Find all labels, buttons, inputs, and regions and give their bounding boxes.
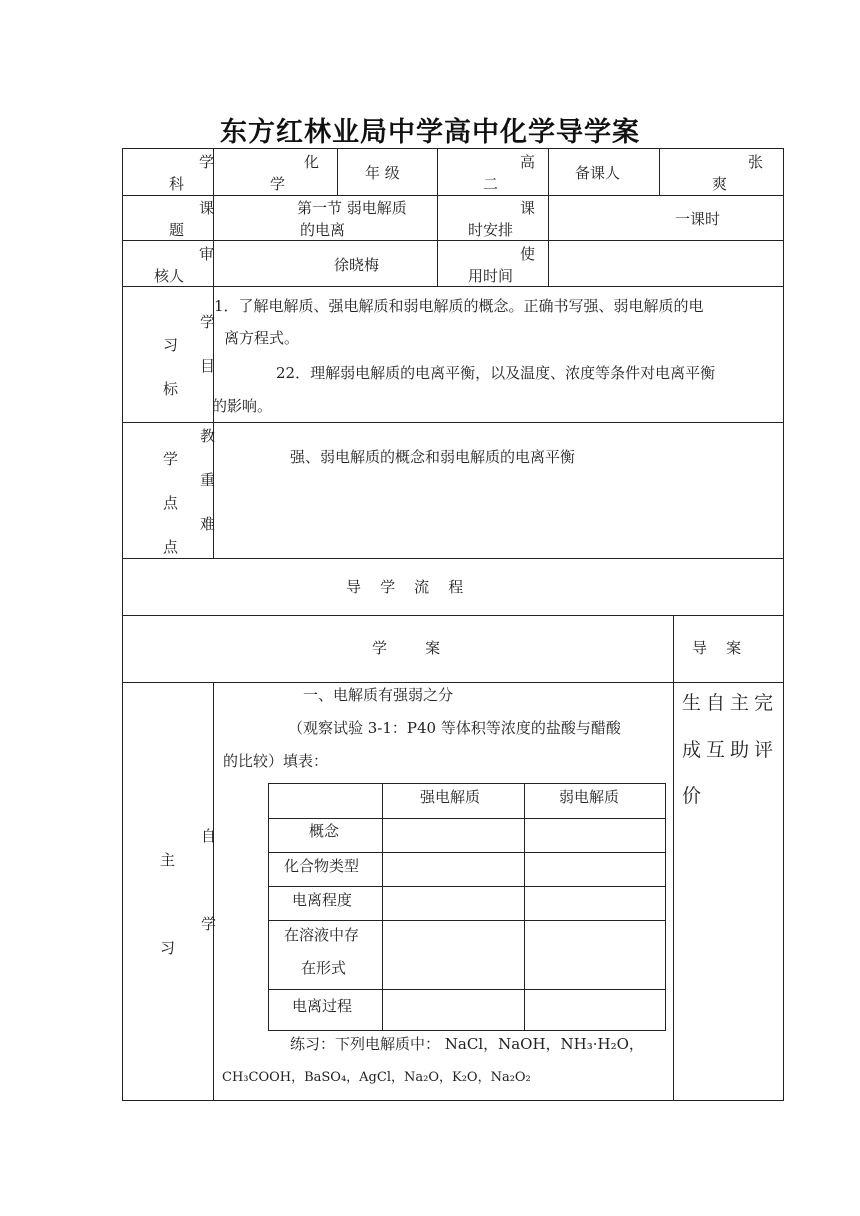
- row-divider: [122, 615, 784, 616]
- reviewer-value: 徐晓梅: [334, 256, 380, 274]
- keypoints-label: 难: [200, 515, 216, 533]
- subject-value: 化: [304, 153, 320, 171]
- reviewer-label: 核人: [154, 267, 185, 285]
- col-divider: [548, 148, 549, 286]
- preparer-label: 备课人: [575, 164, 621, 182]
- study-column-heading: 学 案: [372, 639, 441, 657]
- row-divider: [122, 286, 784, 287]
- row-divider: [122, 422, 784, 423]
- schedule-label: 时安排: [468, 221, 514, 239]
- objectives-label: 学: [200, 313, 216, 331]
- table-row-label: 化合物类型: [284, 857, 360, 875]
- guide-text: 价: [682, 785, 707, 807]
- inner-row-divider: [268, 818, 666, 819]
- inner-col-divider: [524, 783, 525, 1031]
- usage-label: 用时间: [468, 267, 514, 285]
- objectives-label: 习: [163, 336, 179, 354]
- keypoints-label: 点: [163, 494, 179, 512]
- guide-text: 成互助评: [682, 739, 779, 761]
- subject-label: 科: [169, 175, 185, 193]
- subject-value: 学: [270, 175, 286, 193]
- schedule-value: 一课时: [675, 210, 721, 228]
- intro-text: 的比较）填表：: [223, 752, 329, 770]
- inner-row-divider: [268, 920, 666, 921]
- objective-line: 1．了解电解质、强电解质和弱电解质的概念。正确书写强、弱电解质的电: [214, 297, 704, 315]
- col-divider: [337, 148, 338, 195]
- keypoints-label: 重: [200, 471, 216, 489]
- table-header: 弱电解质: [559, 788, 620, 806]
- grade-value: 高: [520, 153, 536, 171]
- document-title: 东方红林业局中学高中化学导学案: [220, 117, 640, 148]
- selfstudy-label: 自: [201, 827, 217, 845]
- objectives-label: 目: [200, 357, 216, 375]
- row-divider: [122, 195, 784, 196]
- col-divider: [437, 148, 438, 286]
- keypoints-label: 教: [200, 427, 216, 445]
- table-row-label: 电离过程: [292, 997, 353, 1015]
- keypoints-text: 强、弱电解质的概念和弱电解质的电离平衡: [290, 448, 576, 466]
- keypoints-label: 点: [163, 538, 179, 556]
- preparer-value: 张: [748, 153, 764, 171]
- col-divider: [213, 682, 214, 1101]
- topic-label: 题: [169, 221, 185, 239]
- row-divider: [122, 240, 784, 241]
- usage-label: 使: [520, 245, 536, 263]
- inner-col-divider: [382, 783, 383, 1031]
- section-title: 一、电解质有强弱之分: [303, 686, 454, 704]
- schedule-label: 课: [520, 199, 536, 217]
- subject-label: 学: [199, 153, 215, 171]
- table-row-label: 概念: [309, 822, 340, 840]
- inner-row-divider: [268, 852, 666, 853]
- row-divider: [122, 682, 784, 683]
- table-header: 强电解质: [420, 788, 481, 806]
- reviewer-label: 审: [199, 245, 215, 263]
- topic-label: 课: [199, 199, 215, 217]
- practice-text: CH₃COOH，BaSO₄，AgCl，Na₂O，K₂O，Na₂O₂: [222, 1070, 531, 1085]
- col-divider: [673, 615, 674, 1101]
- practice-text: 练习：下列电解质中： NaCl，NaOH，NH₃·H₂O，: [290, 1035, 644, 1053]
- objective-line: 离方程式。: [224, 329, 300, 347]
- objectives-label: 标: [163, 380, 179, 398]
- table-row-label: 在溶液中存: [284, 926, 360, 944]
- table-row-label: 电离程度: [292, 891, 353, 909]
- topic-value: 第一节 弱电解质: [297, 199, 407, 217]
- selfstudy-label: 学: [201, 915, 217, 933]
- selfstudy-label: 习: [160, 939, 176, 957]
- preparer-value: 爽: [712, 175, 728, 193]
- objective-line: 22．理解弱电解质的电离平衡，以及温度、浓度等条件对电离平衡: [276, 364, 716, 382]
- inner-row-divider: [268, 886, 666, 887]
- grade-value: 二: [483, 175, 499, 193]
- table-row-label: 在形式: [301, 959, 347, 977]
- inner-row-divider: [268, 989, 666, 990]
- topic-value: 的电离: [300, 221, 346, 239]
- row-divider: [122, 558, 784, 559]
- guide-text: 生自主完: [682, 692, 779, 714]
- grade-label: 年 级: [365, 164, 400, 182]
- col-divider: [659, 148, 660, 195]
- objective-line: 的影响。: [212, 397, 273, 415]
- guide-column-heading: 导 案: [692, 639, 742, 657]
- selfstudy-label: 主: [160, 851, 176, 869]
- flow-heading: 导 学 流 程: [346, 578, 464, 596]
- keypoints-label: 学: [163, 450, 179, 468]
- intro-text: （观察试验 3-1：P40 等体积等浓度的盐酸与醋酸: [288, 719, 621, 737]
